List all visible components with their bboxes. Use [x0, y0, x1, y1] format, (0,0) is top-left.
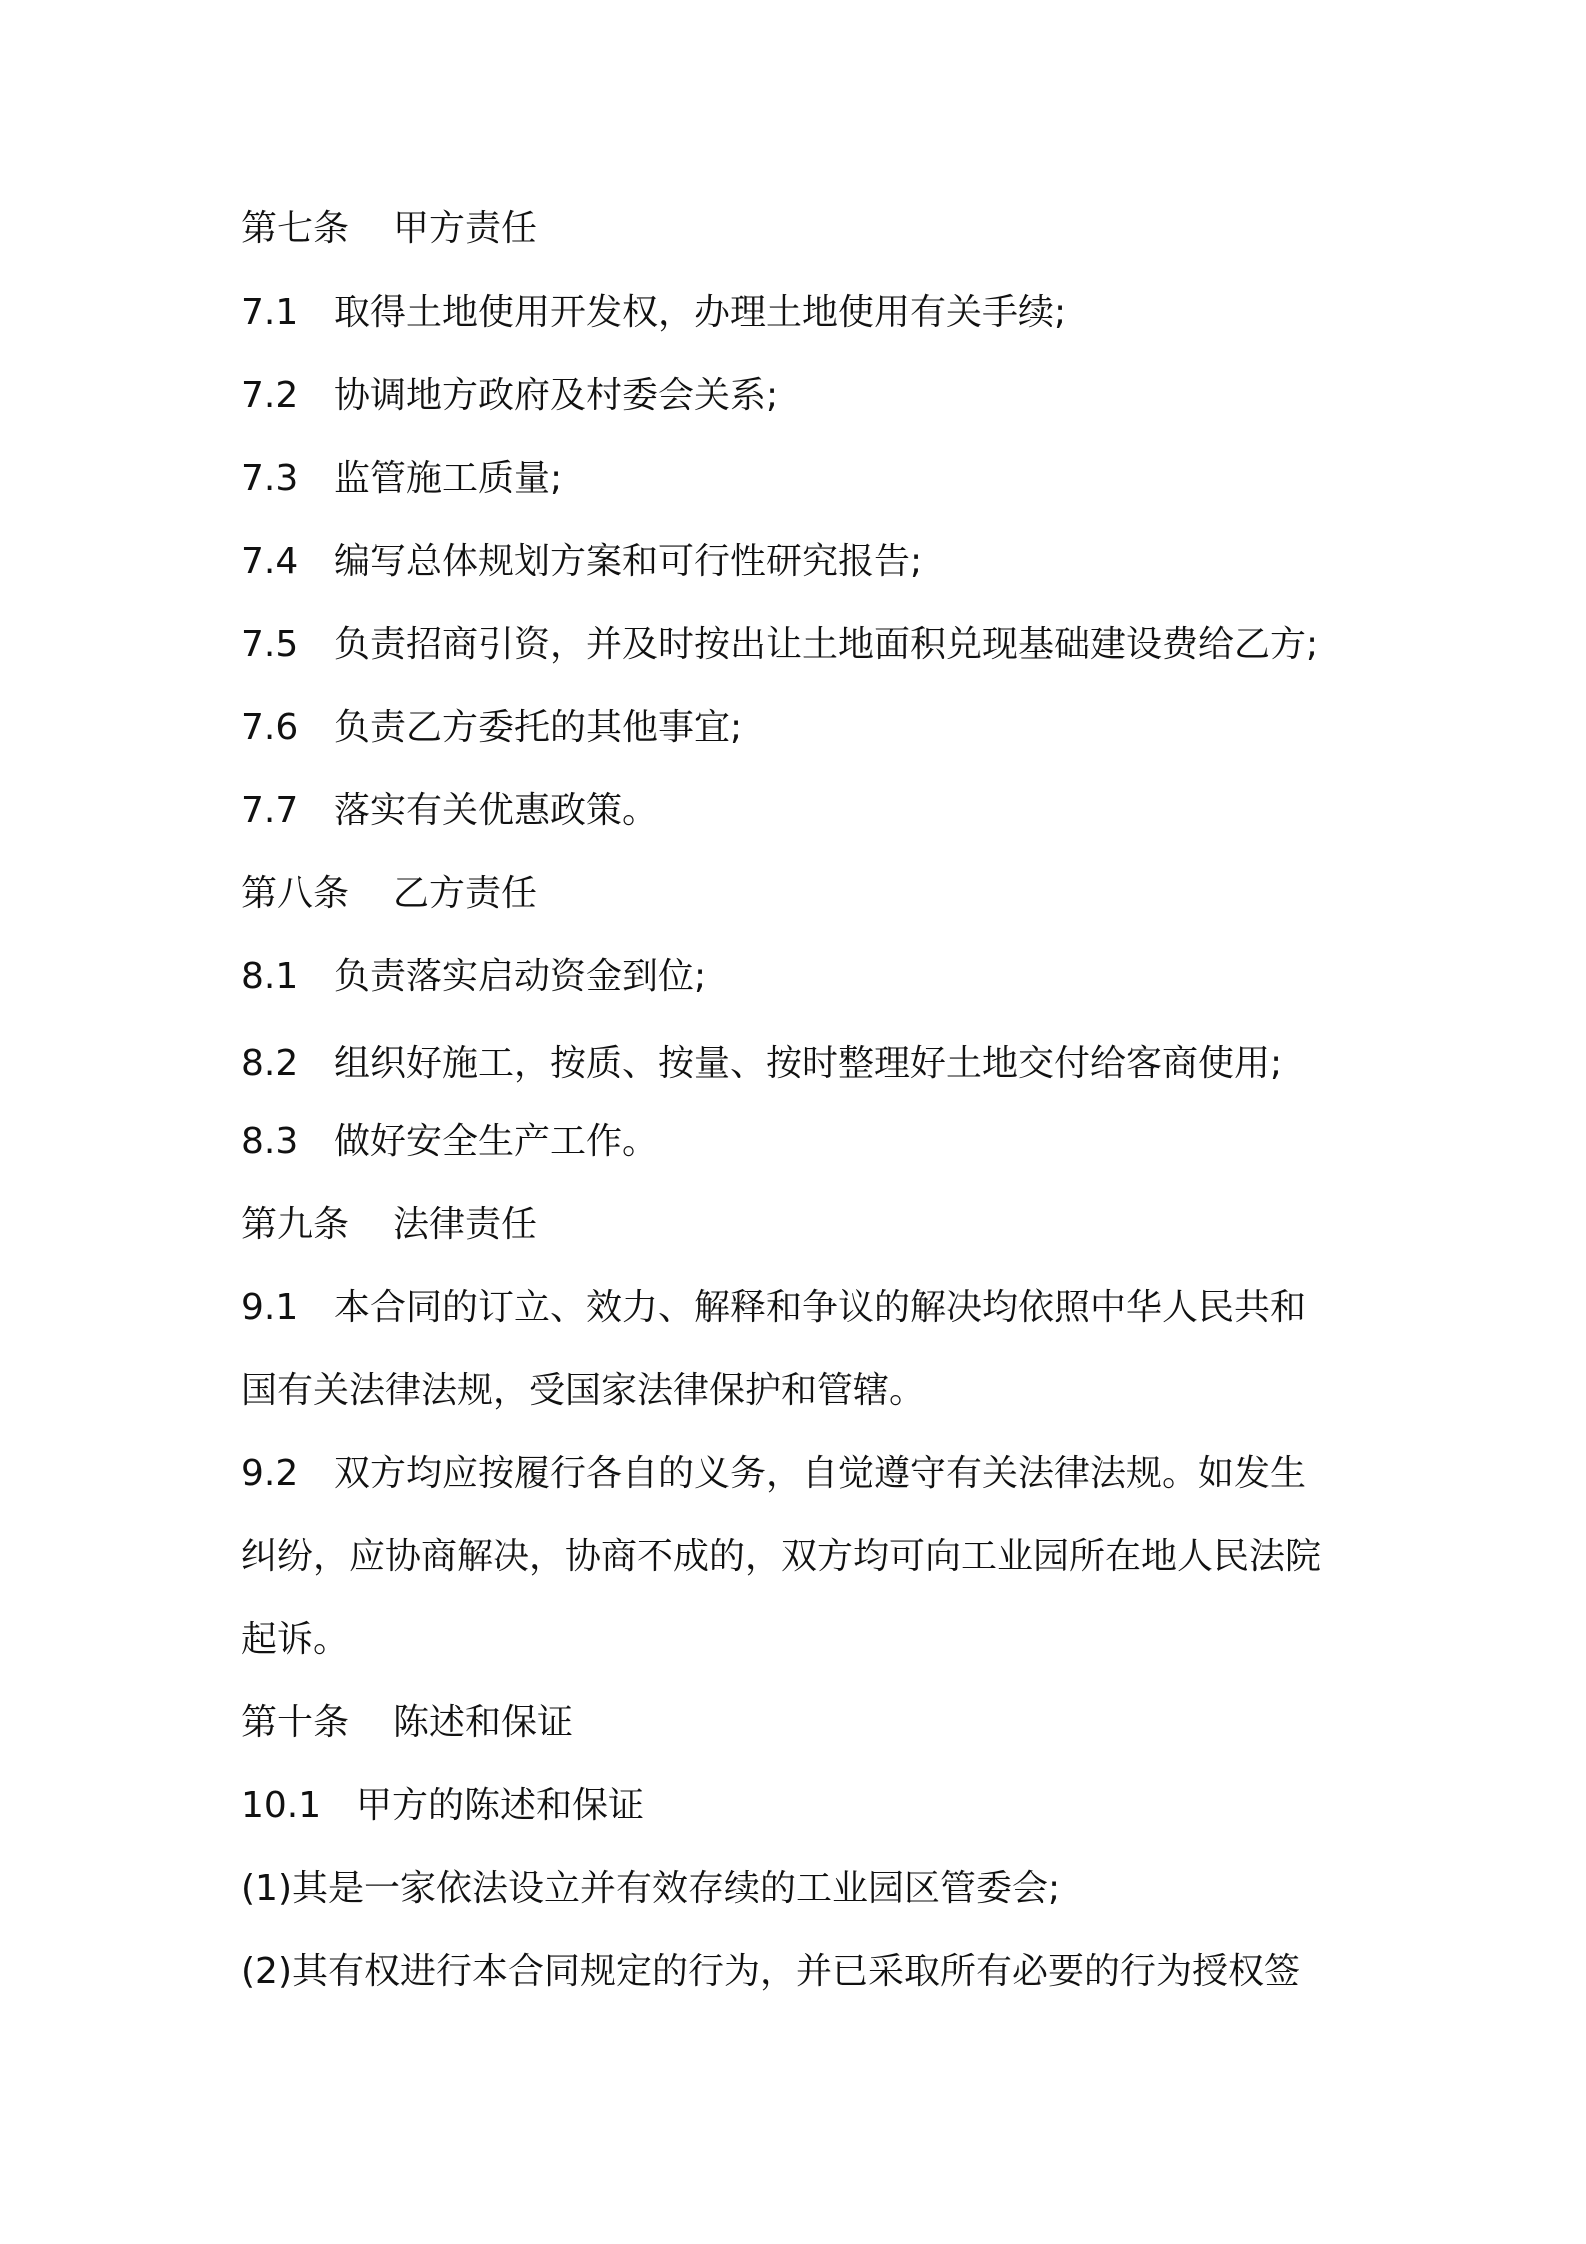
section-label: 第七条: [241, 208, 350, 249]
clause-item: [241, 538, 1371, 586]
clause-item: [241, 1782, 1371, 1830]
clause-text: 编写总体规划方案和可行性研究报告;: [334, 541, 923, 582]
section-heading: [241, 1201, 1371, 1249]
clause-text: 负责招商引资，并及时按出让土地面积兑现基础建设费给乙方;: [334, 624, 1319, 665]
clause-continuation: [241, 1616, 1371, 1664]
clause-number: 8.1: [241, 956, 299, 997]
clause-item: [241, 455, 1371, 503]
clause-text: 落实有关优惠政策。: [334, 790, 659, 831]
clause-item: [241, 953, 1371, 1001]
clause-item: [241, 289, 1371, 337]
clause-number: 7.1: [241, 292, 299, 333]
clause-number: (2): [241, 1951, 292, 1992]
clause-item: [241, 704, 1371, 752]
clause-text: 负责落实启动资金到位;: [334, 956, 707, 997]
clause-continuation: [241, 1367, 1371, 1415]
clause-item: [241, 787, 1371, 835]
clause-number: (1): [241, 1868, 292, 1909]
clause-text: 监管施工质量;: [334, 458, 563, 499]
clause-text: 其是一家依法设立并有效存续的工业园区管委会;: [292, 1868, 1061, 1909]
clause-item: [241, 1450, 1371, 1498]
clause-number: 9.1: [241, 1287, 299, 1328]
section-title: 法律责任: [393, 1204, 538, 1245]
clause-text: 甲方的陈述和保证: [356, 1785, 645, 1826]
clause-item: [241, 1284, 1371, 1332]
clause-continuation: [241, 1533, 1371, 1581]
clause-item: [241, 1118, 1371, 1166]
clause-number: 10.1: [241, 1785, 322, 1826]
clause-text: 本合同的订立、效力、解释和争议的解决均依照中华人民共和: [334, 1287, 1307, 1328]
clause-number: 7.7: [241, 790, 299, 831]
section-label: 第十条: [241, 1702, 350, 1743]
clause-text: 起诉。: [241, 1619, 350, 1660]
clause-text: 纠纷，应协商解决，协商不成的，双方均可向工业园所在地人民法院: [241, 1536, 1322, 1577]
clause-number: 8.3: [241, 1121, 299, 1162]
clause-text: 负责乙方委托的其他事宜;: [334, 707, 743, 748]
section-title: 陈述和保证: [393, 1702, 574, 1743]
clause-item: [241, 1865, 1371, 1913]
section-label: 第八条: [241, 873, 350, 914]
clause-item: [241, 1948, 1371, 1996]
section-label: 第九条: [241, 1204, 350, 1245]
clause-number: 7.4: [241, 541, 299, 582]
clause-text: 双方均应按履行各自的义务，自觉遵守有关法律法规。如发生: [334, 1453, 1307, 1494]
clause-text: 取得土地使用开发权，办理土地使用有关手续;: [334, 292, 1067, 333]
clause-number: 7.5: [241, 624, 299, 665]
clause-text: 做好安全生产工作。: [334, 1121, 659, 1162]
section-title: 甲方责任: [393, 208, 538, 249]
section-heading: [241, 870, 1371, 918]
clause-text: 国有关法律法规，受国家法律保护和管辖。: [241, 1370, 926, 1411]
clause-number: 9.2: [241, 1453, 299, 1494]
section-heading: [241, 205, 1371, 253]
clause-text: 协调地方政府及村委会关系;: [334, 375, 779, 416]
clause-number: 7.2: [241, 375, 299, 416]
clause-item: [241, 1040, 1371, 1088]
clause-item: [241, 372, 1371, 420]
clause-item: [241, 621, 1371, 669]
clause-number: 7.6: [241, 707, 299, 748]
section-title: 乙方责任: [393, 873, 538, 914]
clause-text: 其有权进行本合同规定的行为，并已采取所有必要的行为授权签: [292, 1951, 1301, 1992]
clause-text: 组织好施工，按质、按量、按时整理好土地交付给客商使用;: [334, 1043, 1283, 1084]
clause-number: 7.3: [241, 458, 299, 499]
section-heading: [241, 1699, 1371, 1747]
clause-number: 8.2: [241, 1043, 299, 1084]
